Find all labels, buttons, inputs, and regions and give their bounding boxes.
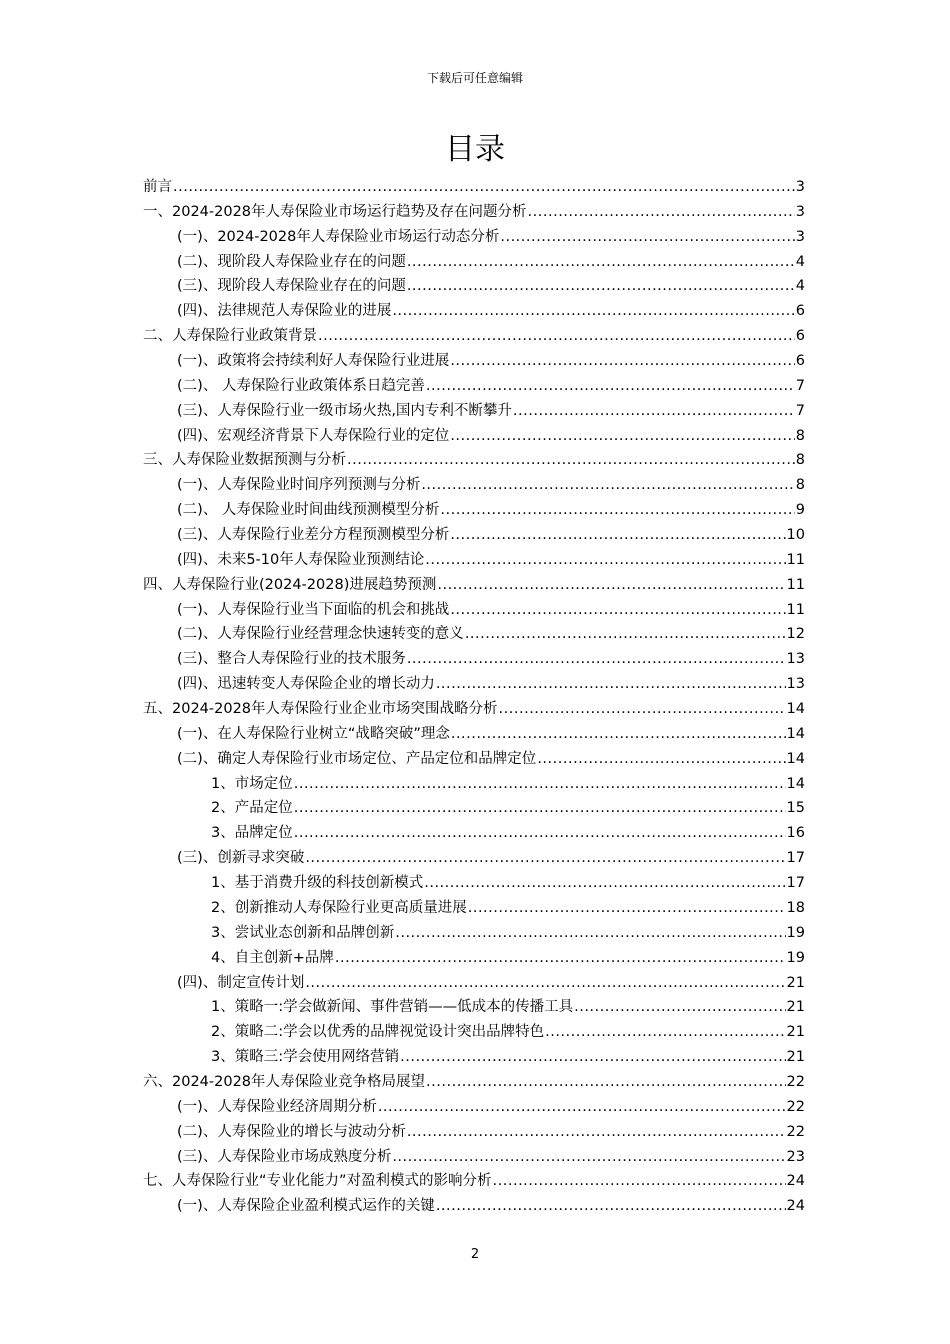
toc-entry-page: 6 bbox=[795, 303, 805, 320]
toc-dot-leader bbox=[450, 349, 794, 374]
toc-dot-leader bbox=[294, 772, 786, 797]
toc-dot-leader bbox=[378, 1095, 786, 1120]
toc-entry-page: 24 bbox=[786, 1173, 805, 1190]
toc-entry-text: 1、基于消费升级的科技创新模式 bbox=[211, 875, 424, 892]
toc-entry-page: 3 bbox=[795, 228, 805, 245]
toc-entry-text: 三、人寿保险业数据预测与分析 bbox=[143, 452, 346, 469]
toc-entry-text: (一)、人寿保险业时间序列预测与分析 bbox=[177, 477, 421, 494]
toc-entry-page: 14 bbox=[786, 725, 805, 742]
toc-entry[interactable] bbox=[143, 1169, 805, 1194]
toc-dot-leader bbox=[407, 250, 795, 275]
toc-entry-page: 6 bbox=[795, 328, 805, 345]
toc-entry-text: 3、尝试业态创新和品牌创新 bbox=[211, 924, 395, 941]
toc-entry-page: 17 bbox=[786, 850, 805, 867]
toc-entry-page: 21 bbox=[786, 1024, 805, 1041]
toc-entry[interactable] bbox=[143, 871, 805, 896]
toc-dot-leader bbox=[465, 622, 786, 647]
toc-dot-leader bbox=[528, 200, 795, 225]
toc-entry-page: 8 bbox=[795, 477, 805, 494]
toc-entry[interactable] bbox=[143, 747, 805, 772]
toc-entry[interactable] bbox=[143, 175, 805, 200]
toc-dot-leader bbox=[173, 175, 795, 200]
toc-entry[interactable] bbox=[143, 1145, 805, 1170]
header-note: 下载后可任意编辑 bbox=[426, 71, 523, 85]
toc-entry[interactable] bbox=[143, 697, 805, 722]
toc-entry[interactable] bbox=[143, 424, 805, 449]
toc-entry-text: (二)、 人寿保险业时间曲线预测模型分析 bbox=[177, 502, 440, 519]
toc-entry[interactable] bbox=[143, 274, 805, 299]
toc-entry-text: (一)、2024-2028年人寿保险业市场运行动态分析 bbox=[177, 228, 500, 245]
toc-dot-leader bbox=[426, 374, 795, 399]
toc-entry-page: 14 bbox=[786, 750, 805, 767]
toc-entry[interactable] bbox=[143, 821, 805, 846]
toc-entry-page: 24 bbox=[786, 1198, 805, 1215]
toc-entry-page: 11 bbox=[786, 551, 805, 568]
toc-dot-leader bbox=[294, 821, 786, 846]
toc-dot-leader bbox=[513, 399, 795, 424]
toc-entry[interactable] bbox=[143, 921, 805, 946]
toc-entry-text: 五、2024-2028年人寿保险行业企业市场突围战略分析 bbox=[143, 701, 498, 718]
toc-entry-text: (三)、整合人寿保险行业的技术服务 bbox=[177, 651, 406, 668]
toc-entry-text: 2、创新推动人寿保险行业更高质量进展 bbox=[211, 899, 467, 916]
toc-entry[interactable] bbox=[143, 548, 805, 573]
toc-entry[interactable] bbox=[143, 622, 805, 647]
toc-entry-text: 七、人寿保险行业“专业化能力”对盈利模式的影响分析 bbox=[143, 1173, 492, 1190]
toc-entry[interactable] bbox=[143, 1194, 805, 1219]
toc-dot-leader bbox=[574, 995, 785, 1020]
toc-dot-leader bbox=[450, 598, 785, 623]
toc-entry-page: 8 bbox=[795, 427, 805, 444]
toc-entry[interactable] bbox=[143, 722, 805, 747]
toc-entry-page: 10 bbox=[786, 527, 805, 544]
toc-dot-leader bbox=[537, 747, 785, 772]
toc-entry-text: (三)、创新寻求突破 bbox=[177, 850, 305, 867]
toc-entry-text: 3、品牌定位 bbox=[211, 825, 293, 842]
toc-dot-leader bbox=[407, 274, 795, 299]
toc-entry-page: 17 bbox=[786, 875, 805, 892]
toc-entry-page: 22 bbox=[786, 1098, 805, 1115]
toc-entry[interactable] bbox=[143, 324, 805, 349]
toc-entry-text: 1、市场定位 bbox=[211, 775, 293, 792]
toc-dot-leader bbox=[407, 647, 786, 672]
toc-entry-text: (二)、人寿保险行业经营理念快速转变的意义 bbox=[177, 626, 464, 643]
toc-entry[interactable] bbox=[143, 573, 805, 598]
toc-dot-leader bbox=[400, 1045, 785, 1070]
toc-entry-page: 15 bbox=[786, 800, 805, 817]
toc-entry-text: (一)、人寿保险业经济周期分析 bbox=[177, 1098, 377, 1115]
toc-entry-page: 13 bbox=[786, 676, 805, 693]
toc-entry[interactable] bbox=[143, 971, 805, 996]
toc-entry-text: (一)、在人寿保险行业树立“战略突破”理念 bbox=[177, 725, 450, 742]
toc-entry-page: 19 bbox=[786, 924, 805, 941]
toc-entry[interactable] bbox=[143, 374, 805, 399]
toc-dot-leader bbox=[499, 697, 786, 722]
toc-dot-leader bbox=[294, 796, 786, 821]
toc-entry[interactable] bbox=[143, 995, 805, 1020]
toc-entry-page: 21 bbox=[786, 974, 805, 991]
toc-entry-page: 11 bbox=[786, 576, 805, 593]
toc-entry[interactable] bbox=[143, 796, 805, 821]
toc-entry-text: (四)、宏观经济背景下人寿保险行业的定位 bbox=[177, 427, 450, 444]
page-number: 2 bbox=[470, 1247, 480, 1262]
toc-entry[interactable] bbox=[143, 399, 805, 424]
toc-entry-page: 3 bbox=[795, 179, 805, 195]
toc-dot-leader bbox=[493, 1169, 786, 1194]
toc-entry-text: (二)、人寿保险业的增长与波动分析 bbox=[177, 1123, 406, 1140]
toc-entry[interactable] bbox=[143, 598, 805, 623]
toc-entry[interactable] bbox=[143, 225, 805, 250]
toc-dot-leader bbox=[392, 299, 794, 324]
toc-entry[interactable] bbox=[143, 1070, 805, 1095]
toc-entry-page: 12 bbox=[786, 626, 805, 643]
toc-entry[interactable] bbox=[143, 1020, 805, 1045]
toc-entry-text: (二)、现阶段人寿保险业存在的问题 bbox=[177, 253, 406, 270]
toc-entry[interactable] bbox=[143, 250, 805, 275]
toc-entry-text: (四)、制定宣传计划 bbox=[177, 974, 305, 991]
toc-entry-text: (三)、人寿保险行业一级市场火热,国内专利不断攀升 bbox=[177, 402, 512, 419]
toc-dot-leader bbox=[392, 1145, 785, 1170]
toc-dot-leader bbox=[305, 971, 785, 996]
toc-dot-leader bbox=[424, 871, 785, 896]
toc-entry[interactable] bbox=[143, 299, 805, 324]
toc-entry-text: (三)、现阶段人寿保险业存在的问题 bbox=[177, 278, 406, 295]
toc-entry-text: 六、2024-2028年人寿保险业竞争格局展望 bbox=[143, 1073, 426, 1090]
toc-dot-leader bbox=[450, 523, 785, 548]
toc-entry[interactable] bbox=[143, 1120, 805, 1145]
toc-entry-page: 11 bbox=[786, 601, 805, 618]
toc-entry-text: (二)、确定人寿保险行业市场定位、产品定位和品牌定位 bbox=[177, 750, 537, 767]
toc-dot-leader bbox=[437, 573, 785, 598]
toc-dot-leader bbox=[421, 473, 794, 498]
toc-entry-page: 21 bbox=[786, 999, 805, 1016]
toc-entry-page: 14 bbox=[786, 701, 805, 718]
toc-dot-leader bbox=[500, 225, 794, 250]
toc-dot-leader bbox=[440, 498, 794, 523]
toc-entry[interactable] bbox=[143, 772, 805, 797]
toc-entry-text: (一)、人寿保险行业当下面临的机会和挑战 bbox=[177, 601, 450, 618]
toc-entry[interactable] bbox=[143, 896, 805, 921]
toc-entry[interactable] bbox=[143, 1095, 805, 1120]
toc-entry-page: 22 bbox=[786, 1123, 805, 1140]
toc-entry[interactable] bbox=[143, 498, 805, 523]
toc-entry-page: 14 bbox=[786, 775, 805, 792]
toc-entry-text: (四)、未来5-10年人寿保险业预测结论 bbox=[177, 551, 425, 568]
toc-entry-page: 23 bbox=[786, 1148, 805, 1165]
toc-entry-page: 7 bbox=[795, 377, 805, 394]
toc-entry-text: 2、策略二:学会以优秀的品牌视觉设计突出品牌特色 bbox=[211, 1024, 545, 1041]
toc-entry[interactable] bbox=[143, 523, 805, 548]
toc-entry-text: 3、策略三:学会使用网络营销 bbox=[211, 1049, 400, 1066]
toc-entry[interactable] bbox=[143, 473, 805, 498]
toc-entry-text: (二)、 人寿保险行业政策体系日趋完善 bbox=[177, 377, 425, 394]
toc-entry-page: 7 bbox=[795, 402, 805, 419]
toc-title: 目录 bbox=[445, 132, 505, 167]
toc-entry-text: 二、人寿保险行业政策背景 bbox=[143, 328, 317, 345]
toc-dot-leader bbox=[395, 921, 785, 946]
toc-entry-page: 13 bbox=[786, 651, 805, 668]
toc-entry-page: 3 bbox=[795, 203, 805, 220]
toc-entry[interactable] bbox=[143, 672, 805, 697]
toc-entry[interactable] bbox=[143, 349, 805, 374]
toc-dot-leader bbox=[468, 896, 786, 921]
toc-entry-text: 一、2024-2028年人寿保险业市场运行趋势及存在问题分析 bbox=[143, 203, 527, 220]
toc-entry-page: 16 bbox=[786, 825, 805, 842]
toc-dot-leader bbox=[425, 548, 785, 573]
toc-entry-page: 19 bbox=[786, 949, 805, 966]
toc-entry[interactable] bbox=[143, 846, 805, 871]
toc-dot-leader bbox=[545, 1020, 785, 1045]
toc-entry[interactable] bbox=[143, 448, 805, 473]
toc-entry-text: 前言 bbox=[143, 179, 172, 195]
toc-entry-page: 6 bbox=[795, 353, 805, 370]
toc-entry-page: 8 bbox=[795, 452, 805, 469]
toc-entry[interactable] bbox=[143, 1045, 805, 1070]
toc-dot-leader bbox=[436, 1194, 786, 1219]
toc-entry-text: 2、产品定位 bbox=[211, 800, 293, 817]
toc-entry[interactable] bbox=[143, 647, 805, 672]
toc-entry[interactable] bbox=[143, 946, 805, 971]
table-of-contents bbox=[143, 175, 805, 1219]
toc-dot-leader bbox=[426, 1070, 786, 1095]
toc-dot-leader bbox=[335, 946, 786, 971]
toc-entry-text: 1、策略一:学会做新闻、事件营销——低成本的传播工具 bbox=[211, 999, 574, 1016]
toc-entry-text: (三)、人寿保险业市场成熟度分析 bbox=[177, 1148, 392, 1165]
toc-dot-leader bbox=[450, 424, 794, 449]
toc-entry-text: (四)、法律规范人寿保险业的进展 bbox=[177, 303, 392, 320]
toc-entry-text: (一)、政策将会持续利好人寿保险行业进展 bbox=[177, 353, 450, 370]
toc-dot-leader bbox=[318, 324, 795, 349]
toc-entry-text: (一)、人寿保险企业盈利模式运作的关键 bbox=[177, 1198, 435, 1215]
toc-entry-text: 四、人寿保险行业(2024-2028)进展趋势预测 bbox=[143, 576, 437, 593]
toc-entry-text: (四)、迅速转变人寿保险企业的增长动力 bbox=[177, 676, 435, 693]
toc-dot-leader bbox=[451, 722, 786, 747]
toc-entry-page: 21 bbox=[786, 1049, 805, 1066]
toc-dot-leader bbox=[347, 448, 795, 473]
toc-entry-page: 4 bbox=[795, 278, 805, 295]
toc-entry[interactable] bbox=[143, 200, 805, 225]
toc-dot-leader bbox=[436, 672, 786, 697]
toc-entry-page: 18 bbox=[786, 899, 805, 916]
toc-entry-page: 4 bbox=[795, 253, 805, 270]
toc-dot-leader bbox=[407, 1120, 786, 1145]
toc-entry-text: (三)、人寿保险行业差分方程预测模型分析 bbox=[177, 527, 450, 544]
toc-dot-leader bbox=[305, 846, 785, 871]
toc-entry-page: 22 bbox=[786, 1073, 805, 1090]
toc-entry-page: 9 bbox=[795, 502, 805, 519]
toc-entry-text: 4、自主创新+品牌 bbox=[211, 949, 334, 966]
